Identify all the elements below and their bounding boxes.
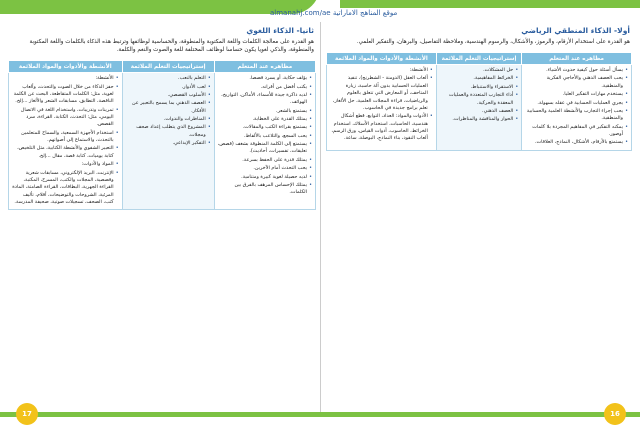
- green-decoration-right: [340, 0, 640, 8]
- list-item: • المناظرات والندوات.: [126, 116, 211, 123]
- header-strategies: إستراتيجيات التعلم الملائمة: [436, 53, 521, 65]
- strategies-cell: [436, 65, 521, 151]
- site-watermark[interactable]: almanahj.com/ae موقع المناهج الاماراتية: [270, 9, 398, 17]
- list-item: • يمتلك القدرة على الخطابة.: [218, 116, 312, 123]
- section-intro-linguistic: هو القدرة على معالجة الكلمات واللغة المكتوبة والمنطوقة، والحساسية لوظائفها وترتبط هذه الذكاء بالكلمات واللغة المكتوبة والمنطوقة، والذكي لغويا يكون حساسا لوظائف المختلفة للغة والصوت والنغم والكلمة.: [29, 39, 314, 54]
- list-item: • ألعاب العقل (الدومنة - الشطرنج)، تنفيذ العمليات الحسابية بدون آلة حاسبة، زيارة المتاحف، أو المعارض التي تتعلق بالعلوم والرياضيات، قراءة المجلات العلمية، حل الألغاز، تعلم برامج جديدة في الحاسوب.: [330, 75, 433, 112]
- page-17: [8, 26, 316, 406]
- list-item: • حل المشكلات.: [440, 67, 518, 74]
- list-item: • الاستقراء والاستنباط.: [440, 84, 518, 91]
- list-item: • التفكير الإبداعي.: [126, 140, 211, 147]
- list-item: • يمتلك قدرة على الحفظ بسرعة.: [218, 157, 312, 164]
- list-item: • العصف الذهني.: [440, 108, 518, 115]
- list-item: • المواد والأدوات:: [12, 161, 119, 168]
- list-item: • يستمتع بالشعر.: [218, 108, 312, 115]
- footer: [0, 400, 640, 430]
- section-intro-logical: هو القدرة على استخدام الأرقام، والرموز، والأشكال، والرسوم الهندسية، وملاحظة التفاصيل، والبرهان، والتفكير العلمي.: [356, 39, 630, 45]
- list-item: • الأسلوب القصصي.: [126, 92, 211, 99]
- list-item: • لديه حصيلة لغوية كبيرة ومتنامية.: [218, 174, 312, 181]
- section-title-logical: أولا- الذكاء المنطقي الرياضي: [521, 26, 630, 35]
- header-strategies: إستراتيجيات التعلم الملائمة: [122, 61, 214, 73]
- list-item: • الأدوات والمواد: العداد، التوابع، قطع أشكال هندسية، الحاسبات، استخدام الأسلاك، استخدام الخرائط، الحاسوب، أدوات القياس، ورق الرسم، ألعاب النقود، بناء النماذج، البوصلة، ساعة.: [330, 113, 433, 142]
- page-16: [326, 26, 632, 406]
- page-number-17: 17: [16, 403, 38, 425]
- section-title-linguistic: ثانيا- الذكاء اللغوي: [246, 26, 314, 35]
- activities-cell: [327, 65, 437, 151]
- list-item: • حفز الذكاء من خلال الصوت والتحدث، وألعاب لغوية، مثل: الكلمات المتقاطعة، البحث عن الكلمة الناقصة، التطابق، مسابقات الشعر والألغاز ...إلخ.: [12, 84, 119, 106]
- list-item: • استخدام الأجهزة السمعية، والسماح للمتعلمين بالتحدث، والاستماع إلى أصواتهم.: [12, 130, 119, 145]
- list-item: • يحب العصف الذهني والأحاجي الفكرية والمنطقية.: [525, 75, 628, 90]
- list-item: • يؤلف حكاية، أو يسرد قصصا.: [218, 75, 312, 82]
- list-item: • يستمتع بالأرقام، الأشكال، النماذج، العلاقات.: [525, 139, 628, 146]
- list-item: • يستمتع إلى الكلمة المنطوقة بشغف (قصص، تعليقات، تفسيرات، أحاديث).: [218, 141, 312, 156]
- list-item: • الإنترنت، البريد الإلكتروني، مسابقات شعرية وقصصية، المجلات والكتب، المسرح، المكتبة، القراءة الجهرية، البطاقات، القراءة الصامتة، المادة المرئية، الشروحات والتوضيحات، أقلام، تأليف كتب، الصحف، تسجيلات صوتية، صحيفة المدرسة.: [12, 170, 119, 207]
- list-item: • لديه ذاكرة جيدة للأسماء، الأماكن، التواريخ، الهوائف.: [218, 92, 312, 107]
- list-item: • يكتب أفضل من أقرانه.: [218, 84, 312, 91]
- header-manifestations: مظاهره عند المتعلم: [522, 53, 632, 65]
- list-item: • الأنشطة:: [330, 67, 433, 74]
- logical-table: [326, 52, 632, 151]
- page-number-16: 16: [604, 403, 626, 425]
- list-item: • يستخدم مهارات التفكير العليا.: [525, 91, 628, 98]
- activities-cell: [9, 73, 123, 210]
- list-item: • لعب الأدوار.: [126, 84, 211, 91]
- list-item: • الخرائط المفاهيمية.: [440, 75, 518, 82]
- footer-band: [0, 412, 640, 417]
- list-item: • الحوار والمناقشة والمناظرات.: [440, 116, 518, 123]
- manifestations-cell: [522, 65, 632, 151]
- manifestations-cell: [214, 73, 315, 210]
- header-manifestations: مظاهره عند المتعلم: [214, 61, 315, 73]
- list-item: • يجري العمليات الحسابية في عقله بسهولة.: [525, 100, 628, 107]
- list-item: • يحب إجراء التجارب والأنشطة العلمية والحسابية والمنطقية.: [525, 108, 628, 123]
- list-item: • يحب التحدث أمام الآخرين.: [218, 165, 312, 172]
- list-item: • العصف الذهني بما يسمح بالتعبير عن الأفكار.: [126, 100, 211, 115]
- strategies-cell: [122, 73, 214, 210]
- list-item: • يسأل أسئلة حول كيفية حدوث الأشياء.: [525, 67, 628, 74]
- header-activities: الأنشطة والأدوات والمواد الملائمة: [9, 61, 123, 73]
- page-divider: [320, 22, 321, 412]
- list-item: • يمتلك الإحساس المرهف بالفرق بين الكلمات.: [218, 182, 312, 197]
- list-item: • يحب السجع، والتلاعب بالألفاظ.: [218, 133, 312, 140]
- list-item: • تمرينات وتدريبات، واستخدام اللغة في الاتصال اليومي، مثل: التحدث، الكتابة، القراءة، سرد القصص.: [12, 107, 119, 129]
- list-item: • المشروع الذي يتطلب إعداد صحف ومجلات.: [126, 124, 211, 139]
- linguistic-table: [8, 60, 316, 210]
- list-item: • يستمتع بقراءة الكتب والمقالات.: [218, 124, 312, 131]
- list-item: • التعبير الشفوي والأنشطة الكتابية، مثل التلخيص، كتابة يوميات، كتابة قصة، مقال ...إلخ.: [12, 145, 119, 160]
- header-activities: الأنشطة والأدوات والمواد الملائمة: [327, 53, 437, 65]
- top-banner: [0, 0, 640, 22]
- list-item: • أداء التجارب المتعددة والعمليات المعقدة والحركية.: [440, 92, 518, 107]
- list-item: • يمكنه التفكير في المفاهيم المجردة بلا كلمات أوصور.: [525, 124, 628, 139]
- list-item: • التعلم بالنعب.: [126, 75, 211, 82]
- list-item: • الأنشطة:: [12, 75, 119, 82]
